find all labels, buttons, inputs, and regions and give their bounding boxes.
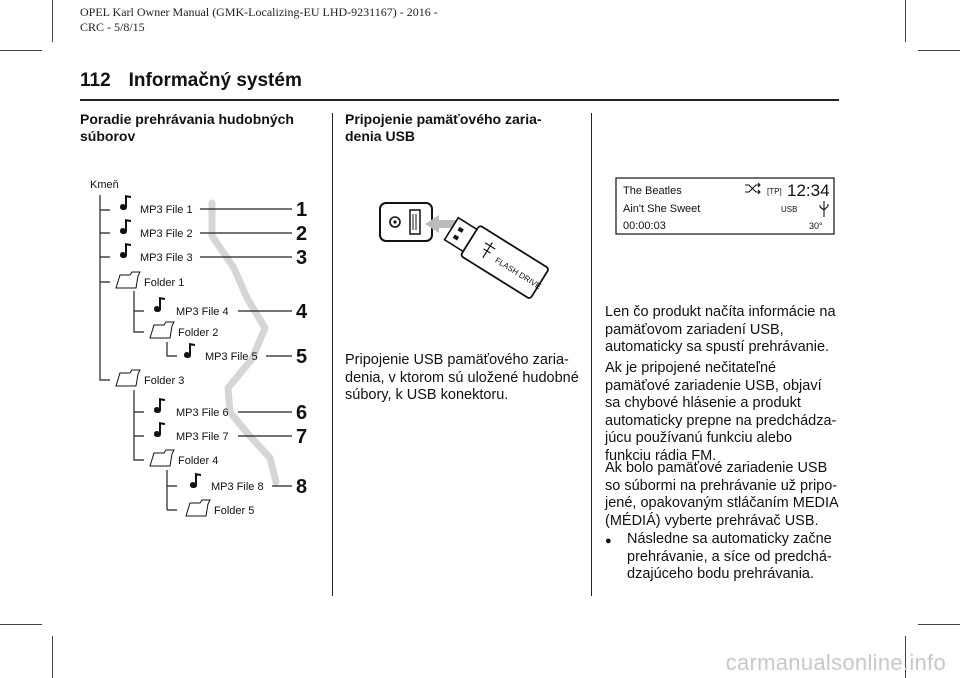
crop-mark — [0, 624, 42, 625]
tree-item: MP3 File 2 — [140, 228, 193, 240]
tree-item: MP3 File 5 — [205, 351, 258, 363]
tree-item: Folder 1 — [144, 277, 185, 289]
paragraph-line: (MÉDIÁ) vyberte prehrávač USB. — [605, 512, 819, 529]
play-order-number: 1 — [296, 199, 308, 221]
play-order-number: 5 — [296, 346, 308, 368]
folder-icon — [150, 450, 174, 466]
watermark-logo: carmanualsonline.info — [725, 650, 946, 675]
col1-heading-line1: Poradie prehrávania hudobných — [80, 111, 294, 127]
music-note-icon — [154, 398, 165, 413]
play-order-number: 6 — [296, 402, 308, 424]
document-meta-line1: OPEL Karl Owner Manual (GMK-Localizing-EU LHD-9231167) - 2016 - — [80, 5, 438, 19]
music-note-icon — [120, 219, 131, 234]
usb-caption — [345, 352, 585, 405]
play-order-number: 2 — [296, 223, 308, 245]
col1-heading-line2: súborov — [80, 128, 136, 144]
paragraph-line: sa chybové hlásenie a produkt — [605, 395, 801, 411]
page-title — [80, 70, 302, 92]
paragraph-1 — [605, 304, 845, 357]
music-note-icon — [120, 243, 131, 258]
music-note-icon — [190, 473, 201, 488]
tree-item: Folder 2 — [178, 327, 219, 339]
music-note-icon — [154, 422, 165, 437]
crop-mark — [0, 50, 42, 51]
usb-caption-line: Pripojenie USB pamäťového zaria- — [345, 352, 569, 368]
paragraph-line: funkciu rádia FM. — [605, 447, 717, 464]
display-elapsed: 00:00:03 — [623, 220, 666, 232]
bullet-line: prehrávanie, a síce od predchá- — [627, 548, 832, 565]
title-rule — [80, 99, 839, 101]
paragraph-line: automaticky sa spustí prehrávanie. — [605, 339, 830, 355]
display-song: Ain't She Sweet — [623, 203, 701, 215]
document-meta-line2: CRC - 5/8/15 — [80, 20, 145, 34]
folder-icon — [150, 322, 174, 338]
play-order-number: 7 — [296, 426, 308, 448]
usb-caption-line: súbory, k USB konektoru. — [345, 387, 509, 403]
tree-item: MP3 File 1 — [140, 204, 193, 216]
display-temp: 30° — [809, 221, 823, 231]
display-usb: USB — [781, 205, 798, 214]
paragraph-line: pamäťové zariadenie USB, objaví — [605, 377, 822, 394]
folder-tree-diagram — [80, 176, 340, 536]
play-order-number: 4 — [296, 301, 308, 323]
col2-heading — [345, 111, 585, 145]
col2-heading-line2: denia USB — [345, 128, 416, 144]
play-order-number: 8 — [296, 476, 308, 498]
paragraph-line: jené, opakovaným stláčaním MEDIA — [605, 495, 839, 511]
music-note-icon — [184, 343, 195, 358]
tree-root-label: Kmeň — [90, 179, 119, 191]
folder-icon — [116, 272, 140, 288]
tree-item: Folder 3 — [144, 375, 185, 387]
paragraph-line: pamäťovom zariadení USB, — [605, 321, 784, 338]
crop-mark — [52, 636, 53, 678]
bullet-marker: ● — [605, 535, 612, 547]
folder-icon — [116, 370, 140, 386]
tree-item: MP3 File 6 — [176, 407, 229, 419]
play-order-number: 3 — [296, 247, 308, 269]
section-title: Informačný systém — [128, 70, 302, 91]
bullet-line: dzajúceho bodu prehrávania. — [627, 566, 815, 582]
page-number: 112 — [80, 70, 111, 91]
paragraph-line: Ak bolo pamäťové zariadenie USB — [605, 460, 828, 476]
tree-item: MP3 File 7 — [176, 431, 229, 443]
bullet-text — [627, 531, 845, 584]
usb-port-panel — [380, 203, 432, 241]
tree-item: Folder 4 — [178, 455, 219, 467]
display-tp: [TP] — [767, 187, 782, 196]
paragraph-3 — [605, 460, 850, 530]
flash-drive-label: FLASH DRIVE — [493, 255, 543, 292]
crop-mark — [918, 624, 960, 625]
paragraph-line: júcu používanú funkciu alebo — [605, 430, 793, 446]
col1-heading — [80, 111, 320, 145]
bullet-line: Následne sa automaticky začne — [627, 531, 832, 547]
paragraph-line: Len čo produkt načíta informácie na — [605, 304, 836, 320]
crop-mark — [905, 0, 906, 42]
tree-item: MP3 File 4 — [176, 306, 229, 318]
paragraph-line: automaticky prepne na predchádza- — [605, 412, 837, 429]
crop-mark — [918, 50, 960, 51]
paragraph-line: so súbormi na prehrávanie už pripo- — [605, 477, 838, 494]
music-note-icon — [120, 195, 131, 210]
usb-caption-line: denia, v ktorom sú uložené hudobné — [345, 369, 579, 386]
col2-heading-line1: Pripojenie pamäťového zaria- — [345, 111, 542, 127]
tree-item: MP3 File 3 — [140, 252, 193, 264]
paragraph-line: Ak je pripojené nečitateľné — [605, 360, 777, 376]
folder-icon — [186, 500, 210, 516]
music-note-icon — [154, 297, 165, 312]
usb-connection-illustration — [375, 193, 555, 313]
usb-flash-drive — [442, 213, 551, 300]
display-clock: 12:34 — [787, 181, 830, 200]
column-divider — [591, 113, 592, 596]
document-meta — [80, 5, 510, 35]
crop-mark — [52, 0, 53, 42]
tree-item: MP3 File 8 — [211, 481, 264, 493]
radio-display — [615, 177, 835, 235]
tree-item: Folder 5 — [214, 505, 255, 517]
display-artist: The Beatles — [623, 185, 682, 197]
paragraph-2 — [605, 360, 845, 465]
